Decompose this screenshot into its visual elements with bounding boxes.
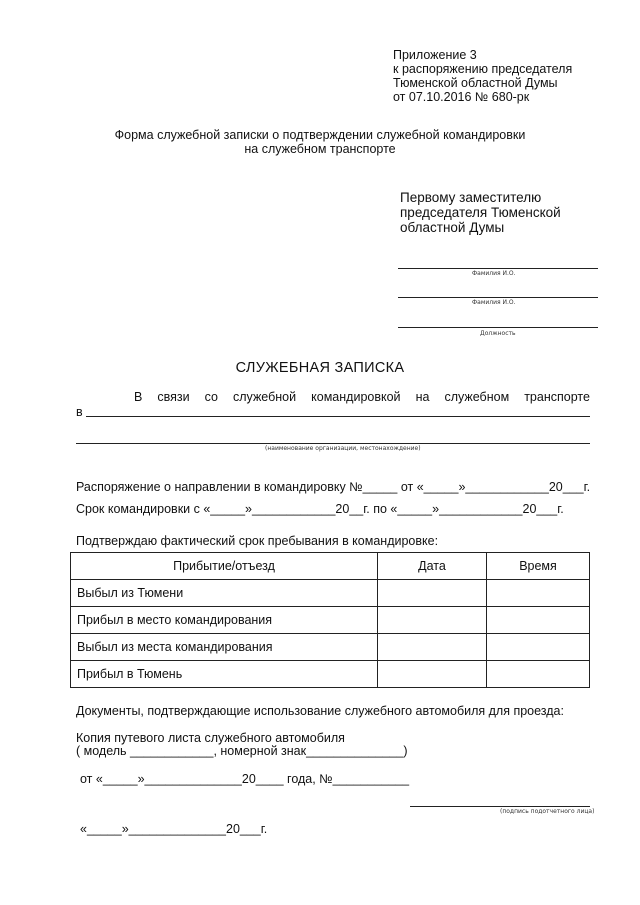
signature-date-line[interactable]: «_____»______________20___г. xyxy=(80,822,268,836)
signature-caption: (подпись подотчетного лица) xyxy=(500,808,595,815)
time-cell[interactable] xyxy=(487,634,590,661)
addressee-field-2[interactable] xyxy=(398,297,598,298)
signature-field[interactable] xyxy=(410,806,590,807)
addressee-field-1[interactable] xyxy=(398,268,598,269)
addressee-caption-2: Фамилия И.О. xyxy=(472,299,516,306)
appendix-line-1: Приложение 3 xyxy=(393,48,477,62)
intro-word: командировкой xyxy=(311,390,401,404)
form-title-line-1: Форма служебной записки о подтверждении служебной командировки xyxy=(114,128,526,142)
addressee-line-3: областной Думы xyxy=(400,220,505,235)
table-row xyxy=(71,634,590,661)
date-cell[interactable] xyxy=(378,607,487,634)
time-cell[interactable] xyxy=(487,661,590,688)
addressee-caption-1: Фамилия И.О. xyxy=(472,270,516,277)
header-date: Дата xyxy=(378,553,487,580)
intro-prefix: в xyxy=(76,405,83,419)
organization-field-1[interactable] xyxy=(86,416,590,417)
intro-word: служебной xyxy=(233,390,297,404)
addressee-caption-3: Должность xyxy=(480,330,516,337)
organization-caption: (наименование организации, местонахождение) xyxy=(265,445,421,452)
addressee-field-3[interactable] xyxy=(398,327,598,328)
row-label: Выбыл из места командирования xyxy=(71,634,378,661)
row-label: Прибыл в место командирования xyxy=(71,607,378,634)
date-cell[interactable] xyxy=(378,580,487,607)
addressee-line-2: председателя Тюменской xyxy=(400,205,561,220)
appendix-line-2: к распоряжению председателя xyxy=(393,62,573,76)
intro-word: транспорте xyxy=(524,390,590,404)
confirm-text: Подтверждаю фактический срок пребывания в командировке: xyxy=(76,534,439,548)
intro-word: В xyxy=(134,390,143,404)
appendix-line-3: Тюменской областной Думы xyxy=(393,76,558,90)
table-row xyxy=(71,661,590,688)
waybill-date-line[interactable]: от «_____»______________20____ года, №___________ xyxy=(80,772,410,786)
organization-field-2[interactable] xyxy=(76,443,590,444)
intro-word: со xyxy=(204,390,218,404)
row-label: Выбыл из Тюмени xyxy=(71,580,378,607)
addressee-line-1: Первому заместителю xyxy=(400,190,542,205)
waybill-model-line[interactable]: ( модель ____________, номерной знак______________) xyxy=(76,744,408,758)
header-time: Время xyxy=(487,553,590,580)
memo-title: СЛУЖЕБНАЯ ЗАПИСКА xyxy=(235,360,405,376)
intro-word: на xyxy=(415,390,430,404)
appendix-line-4: от 07.10.2016 № 680-рк xyxy=(393,90,530,104)
intro-sentence xyxy=(134,390,590,404)
waybill-line-1: Копия путевого листа служебного автомобиля xyxy=(76,731,345,745)
trip-dates-table xyxy=(70,552,590,688)
order-line[interactable]: Распоряжение о направлении в командировку №_____ от «_____»____________20___г. xyxy=(76,480,591,494)
date-cell[interactable] xyxy=(378,661,487,688)
table-header-row xyxy=(71,553,590,580)
documents-text: Документы, подтверждающие использование служебного автомобиля для проезда: xyxy=(76,704,564,718)
intro-word: связи xyxy=(157,390,190,404)
row-label: Прибыл в Тюмень xyxy=(71,661,378,688)
form-title-line-2: на служебном транспорте xyxy=(244,142,396,156)
table-row xyxy=(71,580,590,607)
time-cell[interactable] xyxy=(487,580,590,607)
time-cell[interactable] xyxy=(487,607,590,634)
table-row xyxy=(71,607,590,634)
intro-word: служебном xyxy=(444,390,510,404)
trip-period-line[interactable]: Срок командировки с «_____»____________20__г. по «_____»____________20___г. xyxy=(76,502,564,516)
date-cell[interactable] xyxy=(378,634,487,661)
header-arrival-departure: Прибытие/отъезд xyxy=(71,553,378,580)
